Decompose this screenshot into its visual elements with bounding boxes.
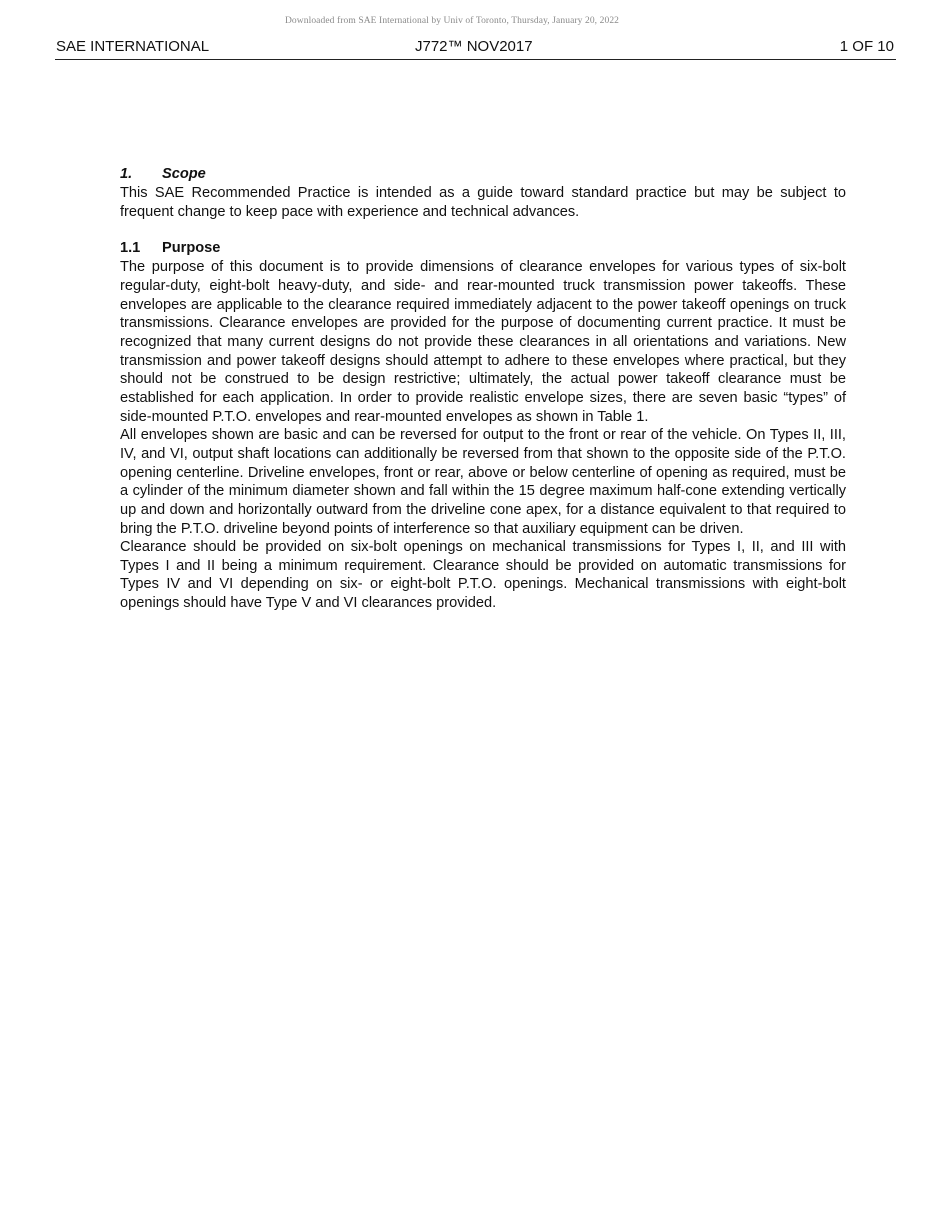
purpose-paragraph-1: The purpose of this document is to provide dimensions of clearance envelopes for various types of six-bolt regular-duty, eight-bolt heavy-duty, and side- and rear-mounted truck transmission power takeoffs. These envelopes are applicable to the clearance required immediately adjacent to the power takeoff openings on truck transmissions. Clearance envelopes are provided for the purpose of documenting current practice. It must be recognized that many current designs do not provide these clearances in all orientations and variations. New transmission and power takeoff designs should attempt to adhere to these envelopes where practical, but they should not be construed to be design restrictive; ultimately, the actual power takeoff clearance must be established for each application. In order to provide realistic envelope sizes, there are seven basic “types” of side-mounted P.T.O. envelopes and rear-mounted envelopes as shown in Table 1.: [120, 259, 846, 425]
header-organization: SAE INTERNATIONAL: [56, 38, 210, 55]
header-divider: [55, 59, 896, 60]
header-document-id: J772™ NOV2017: [415, 38, 533, 55]
purpose-paragraph-3: Clearance should be provided on six-bolt openings on mechanical transmissions for Types I, II, and III with Types I and II being a minimum requirement. Clearance should be provided on automatic transmissions for Types IV and VI depending on six- or eight-bolt P.T.O. openings. Mechanical transmissions with eight-bolt openings should have Type V and VI clearances provided.: [120, 539, 846, 612]
section-title: Scope: [162, 166, 206, 182]
scope-paragraph: This SAE Recommended Practice is intended as a guide toward standard practice but may be subject to frequent change to keep pace with experience and technical advances.: [120, 185, 846, 220]
purpose-paragraph-2: All envelopes shown are basic and can be reversed for output to the front or rear of the vehicle. On Types II, III, IV, and VI, output shaft locations can additionally be reversed from that shown to the opposite side of the P.T.O. opening centerline. Driveline envelopes, front or rear, above or below centerline of opening as required, must be a cylinder of the minimum diameter shown and fall within the 15 degree maximum half-cone extending vertically up and down and horizontally outward from the driveline cone apex, for a distance equivalent to that required to bring the P.T.O. driveline beyond points of interference so that auxiliary equipment can be driven.: [120, 427, 846, 537]
section-number: 1.: [120, 166, 133, 182]
document-body: [120, 165, 846, 613]
page-header: [55, 38, 896, 59]
header-page-number: 1 OF 10: [839, 38, 894, 55]
download-notice: Downloaded from SAE International by Univ of Toronto, Thursday, January 20, 2022: [284, 16, 620, 26]
section-title: Purpose: [162, 240, 221, 257]
section-heading-purpose: [120, 239, 846, 258]
section-number: 1.1: [120, 240, 141, 257]
section-heading-scope: [120, 165, 846, 184]
